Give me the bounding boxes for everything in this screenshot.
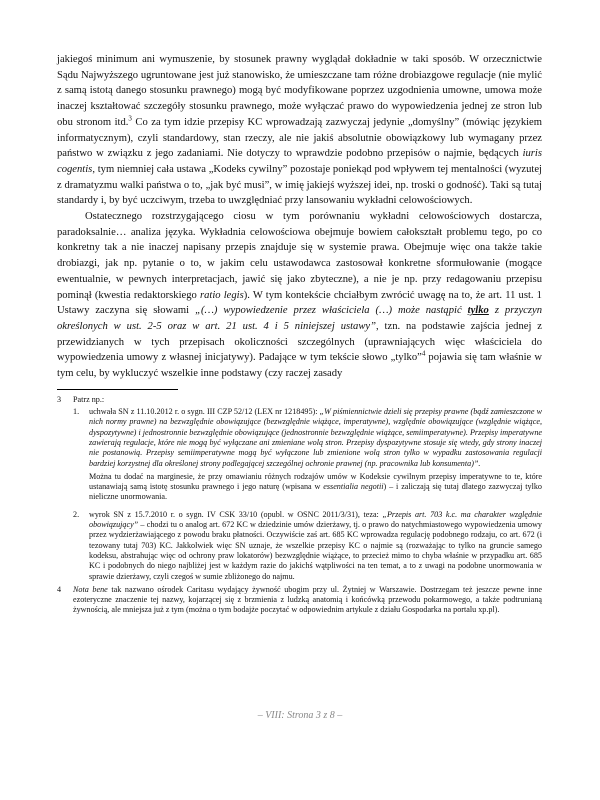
footnote-remark: Można tu dodać na marginesie, że przy omawianiu różnych rodzajów umów w Kodeksie cywilnym przepisy imperatywne to te, które ustanawiają samą istotę stosunku prawnego i jego naturę (wpisana w essentialia negotii) – i zaliczają się tutaj dlatego zazwyczaj tylko nieliczne unormowania.: [89, 471, 542, 502]
citation: uchwała SN z 11.10.2012 r. o sygn. III CZP 52/12 (LEX nr 1218495):: [89, 407, 320, 417]
footnote-number: 4: [57, 584, 62, 594]
quote-text: z przyczyn określonych w ust. 2-5 oraz w art. 21 ust. 4 i 5 niniejszej ustawy”: [57, 305, 543, 332]
footnote-separator: [57, 389, 178, 390]
footnote-ref-3[interactable]: 3: [128, 114, 132, 123]
quoted-ruling: „Przepis art. 703 k.c. ma charakter względnie obowiązujący”: [89, 509, 542, 530]
footnote-intro: Patrz np.:: [73, 394, 105, 404]
text-run: pojawia się tam właśnie w tym celu, by wykluczyć wszelkie inne podstawy (czy raczej zasady: [57, 352, 542, 380]
body-paragraph-2: [57, 209, 542, 382]
list-number: 2.: [73, 509, 80, 519]
footnote-list-item-1: [73, 407, 542, 507]
text-run: jakiegoś minimum ani wymuszenie, by stosunek prawny wyglądał dokładnie w taki sposób. W orzecznictwie Sądu Najwyższego ugruntowane jest już stanowisko, że umieszczane tam różne drobiazgowe regulacje (nie mylić z samą istotą danego stosunku prawnego) mogą być modyfikowane poprzez uzgodnienia umowne, umowa może inaczej kształtować szczegóły stosunku prawnego, może wyłączać prawo do wypowiedzenia jednej ze stron lub obu stronom itd.: [57, 54, 542, 128]
emphasized-word: tylko: [467, 305, 489, 317]
latin-term: iuris cogentis: [57, 148, 542, 175]
footnote-4: [57, 585, 542, 616]
text-run: tak nazwano ośrodek Caritasu wydający żywność ubogim przy ul. Żytniej w Warszawie. Dostrzegam też jeszcze pewne inne ezoteryczne znaczenie tej nazwy, kojarzącej się z brzmienia z ludzką anatomią i końcówką przewodu pokarmowego, a także podtrunianą żywnością, ale mniejsza już z tym (można o tym bodajże poczytać w odpowiednim artykule z działu Gospodarka na portalu xp.pl).: [73, 584, 542, 615]
text-run: , tzn. na podstawie zajścia jednej z przewidzianych w tych przepisach okoliczności szczególnych (uprawniających więc właściciela do wypowiedzenia umowy z własnej inicjatywy). Padające w tym tekście słowo „tylko”: [57, 320, 542, 364]
document-page: [57, 52, 542, 616]
footnote-3: [57, 395, 542, 585]
latin-term: ratio legis: [199, 289, 244, 301]
footnote-list: [73, 407, 542, 582]
body-paragraph-1: [57, 52, 542, 209]
quoted-ruling: „W piśmiennictwie dzieli się przepisy prawne (bądź zamieszczone w nich normy prawne) na bezwzględnie obowiązujące (bezwzględnie wiążące, imperatywne), względnie obowiązujące (względnie wiążące, dyspozytywne) i jednostronnie bezwzględnie obowiązujące (jednostronnie bezwzględnie wiążące, semiimperatywne). Przepisy imperatywne zawierają regulacje, które nie mogą być wyłączane ani zmieniane wolą stron. Przepisy dyspozytywne stosuje się wtedy, gdy strony inaczej nie postanowią. Przepisy semiimperatywne mogą być wyłączone lub zmienione wolą stron tylko w wypadku zastosowania regulacji bardziej korzystnej dla określonej strony podlegającej szczególnej ochronie prawnej (np. pracownika lub konsumenta)”.: [89, 407, 542, 468]
footnote-number: 3: [57, 394, 62, 404]
footnote-list-item-2: [73, 510, 542, 582]
text-run: – chodzi tu o analog art. 672 KC w dziedzinie umów dzierżawy, tj. o prawo do natychmiastowego wypowiedzenia umowy przez wydzierżawiającego z powodu braku płatności. Oczywiście zaś art. 685 KC wprowadza regulację podobnego rodzaju, co art. 672 (i tezowany tutaj 703) KC. Jakkolwiek więc SN uznaje, że wszelkie przepisy KC o najmie są (rozważając to tylko na gruncie samego kodeksu, abstrahując więc od ochrony praw lokatorów) bezwzględnie wiążące, to przecież mimo to chyba właśnie w przypadku art. 685 KC i podobnych do niego najbliżej jest w każdym razie do jakichś wątpliwości na ten temat, a to z uwagi na podobne unormowania w sprawie dzierżawy, czyli czegoś w sumie zbliżonego do najmu.: [89, 520, 542, 581]
text-run: Ostatecznego rozstrzygającego ciosu w tym porównaniu wykładni celowościowych dostarcza, paradoksalnie… analiza języka. Wykładnia celowościowa obejmuje bowiem całokształt problemu tego, po co konkretny tak a nie inaczej napisany przepis znajduje się w systemie prawa. Obejmuje więc ona także takie drobiazgi, jak np. pytanie o to, w jakim celu ustawodawca zastosował konkretne sformułowanie (mogące ewentualnie, w pewnych interpretacjach, jawić się jako zbyteczne), a nie je np. przy redagowaniu przepisu pominął (kwestia redaktorskiego: [57, 211, 542, 301]
footnote-ref-4[interactable]: 4: [421, 349, 426, 358]
page-number-footer: – VIII: Strona 3 z 8 –: [257, 710, 343, 721]
latin-term: Nota bene: [73, 584, 108, 594]
quote-text: „(…) wypowiedzenie przez właściciela (…) może nastąpić: [195, 305, 468, 317]
text-run: , tym niemniej cała ustawa „Kodeks cywilny” pozostaje poniekąd pod wpływem tej mentalności (wyzutej z dramatyzmu walki państwa o to, „jak być musi”, w imię jakiejś wyższej idei, np. troski o godność). Taki są tutaj standardy i, by być uczciwym, trzeba to uwzględniać przy lansowaniu wykładni celowościowych.: [57, 163, 542, 207]
citation: wyrok SN z 15.7.2010 r. o sygn. IV CSK 33/10 (opubl. w OSNC 2011/3/31), teza:: [89, 509, 383, 519]
text-run: Co za tym idzie przepisy KC wprowadzają zazwyczaj jedynie „domyślny” (mówiąc językiem informatycznym), czyli standardowy, stan rzeczy, ale nie jakiś absolutnie obowiązkowy lub wymagany przez państwo w związku z jego zadaniami. Nie dotyczy to wprawdzie podobno przepisów o najmie, będących: [57, 116, 542, 160]
latin-term: essentialia negotii: [323, 482, 384, 492]
text-run: ). W tym kontekście chciałbym zwrócić uwagę na to, że art. 11 ust. 1 Ustawy zaczyna się słowami: [57, 289, 542, 317]
list-number: 1.: [73, 407, 80, 417]
